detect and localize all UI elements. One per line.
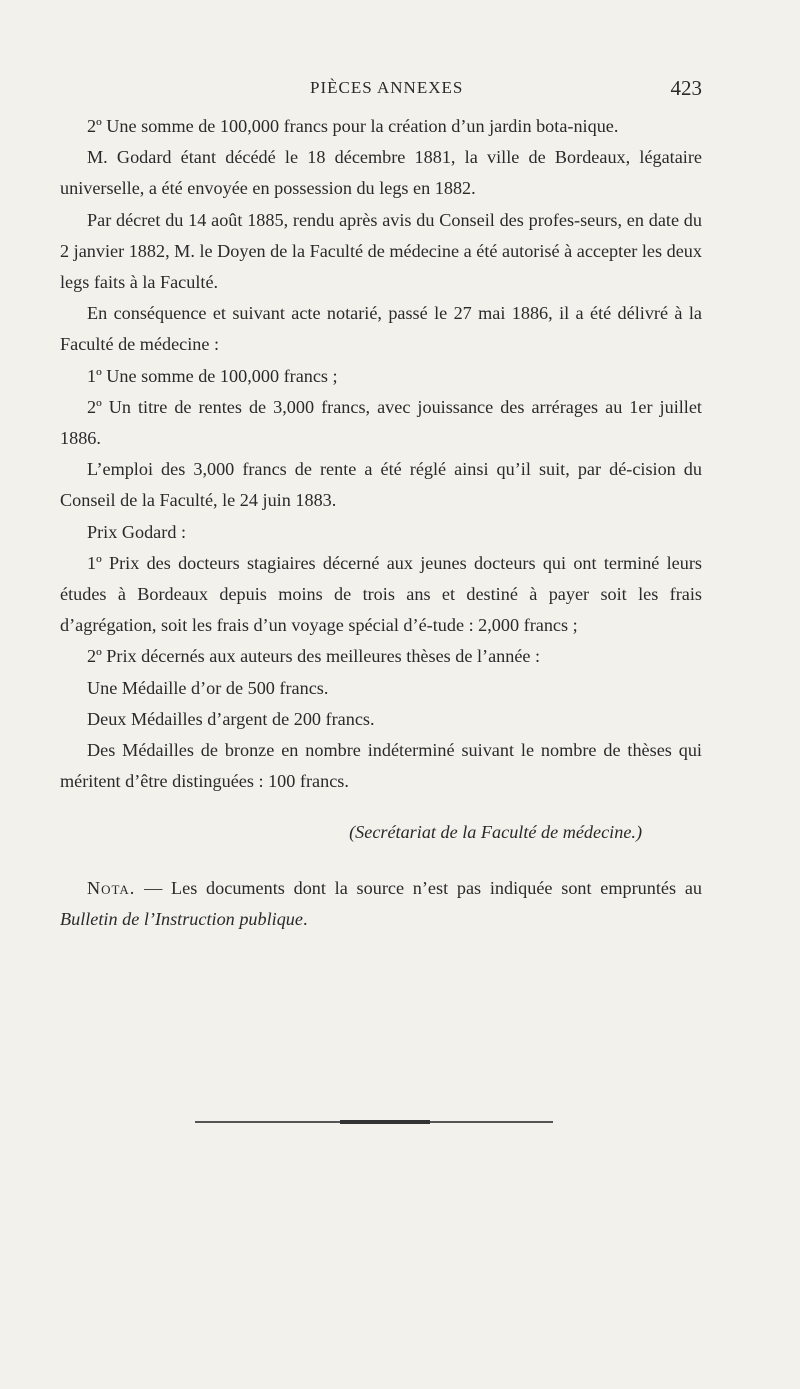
running-head-title: PIÈCES ANNEXES <box>310 78 464 97</box>
paragraph: M. Godard étant décédé le 18 décembre 1881, la ville de Bordeaux, légataire universelle, a été envoyée en possession du legs en 1882. <box>60 147 702 199</box>
end-rule-center <box>340 1120 430 1124</box>
paragraph: 2º Un titre de rentes de 3,000 francs, avec jouissance des arrérages au 1er juillet 1886. <box>60 396 702 449</box>
nota-paragraph <box>60 873 702 935</box>
paragraph: Prix Godard : <box>87 521 187 542</box>
page-number: 423 <box>670 76 702 100</box>
paragraph: 2º Prix décernés aux auteurs des meilleures thèses de l’année : <box>87 646 541 667</box>
body-text <box>60 111 702 935</box>
nota-end: . <box>302 908 308 929</box>
paragraph: 1º Prix des docteurs stagiaires décerné aux jeunes docteurs qui ont terminé leurs études à Bordeaux depuis moins de trois ans et destiné à payer soit les frais d’agrégation, soit les frais d’un voyage spécial d’é-tude : 2,000 francs ; <box>60 552 702 636</box>
paragraph: 1º Une somme de 100,000 francs ; <box>87 365 338 386</box>
paragraph: Deux Médailles d’argent de 200 francs. <box>87 708 375 729</box>
source-attribution: (Secrétariat de la Faculté de médecine.) <box>349 822 642 843</box>
paragraph: Des Médailles de bronze en nombre indéterminé suivant le nombre de thèses qui méritent d’être distinguées : 100 francs. <box>60 740 702 792</box>
paragraph: 2º Une somme de 100,000 francs pour la création d’un jardin bota-nique. <box>87 116 619 136</box>
paragraph: Par décret du 14 août 1885, rendu après avis du Conseil des profes-seurs, en date du 2 janvier 1882, M. le Doyen de la Faculté de médecine a été autorisé à accepter les deux legs faits à la Faculté. <box>60 209 702 293</box>
running-head <box>60 76 702 104</box>
nota-lead: Nota. <box>87 877 136 898</box>
nota-publication: Bulletin de l’Instruction publique <box>60 908 303 929</box>
nota-text: — Les documents dont la source n’est pas indiquée sont empruntés au <box>135 877 702 898</box>
paragraph: Une Médaille d’or de 500 francs. <box>87 677 329 698</box>
paragraph: En conséquence et suivant acte notarié, passé le 27 mai 1886, il a été délivré à la Faculté de médecine : <box>60 303 702 355</box>
paragraph: L’emploi des 3,000 francs de rente a été réglé ainsi qu’il suit, par dé-cision du Conseil de la Faculté, le 24 juin 1883. <box>60 459 702 511</box>
